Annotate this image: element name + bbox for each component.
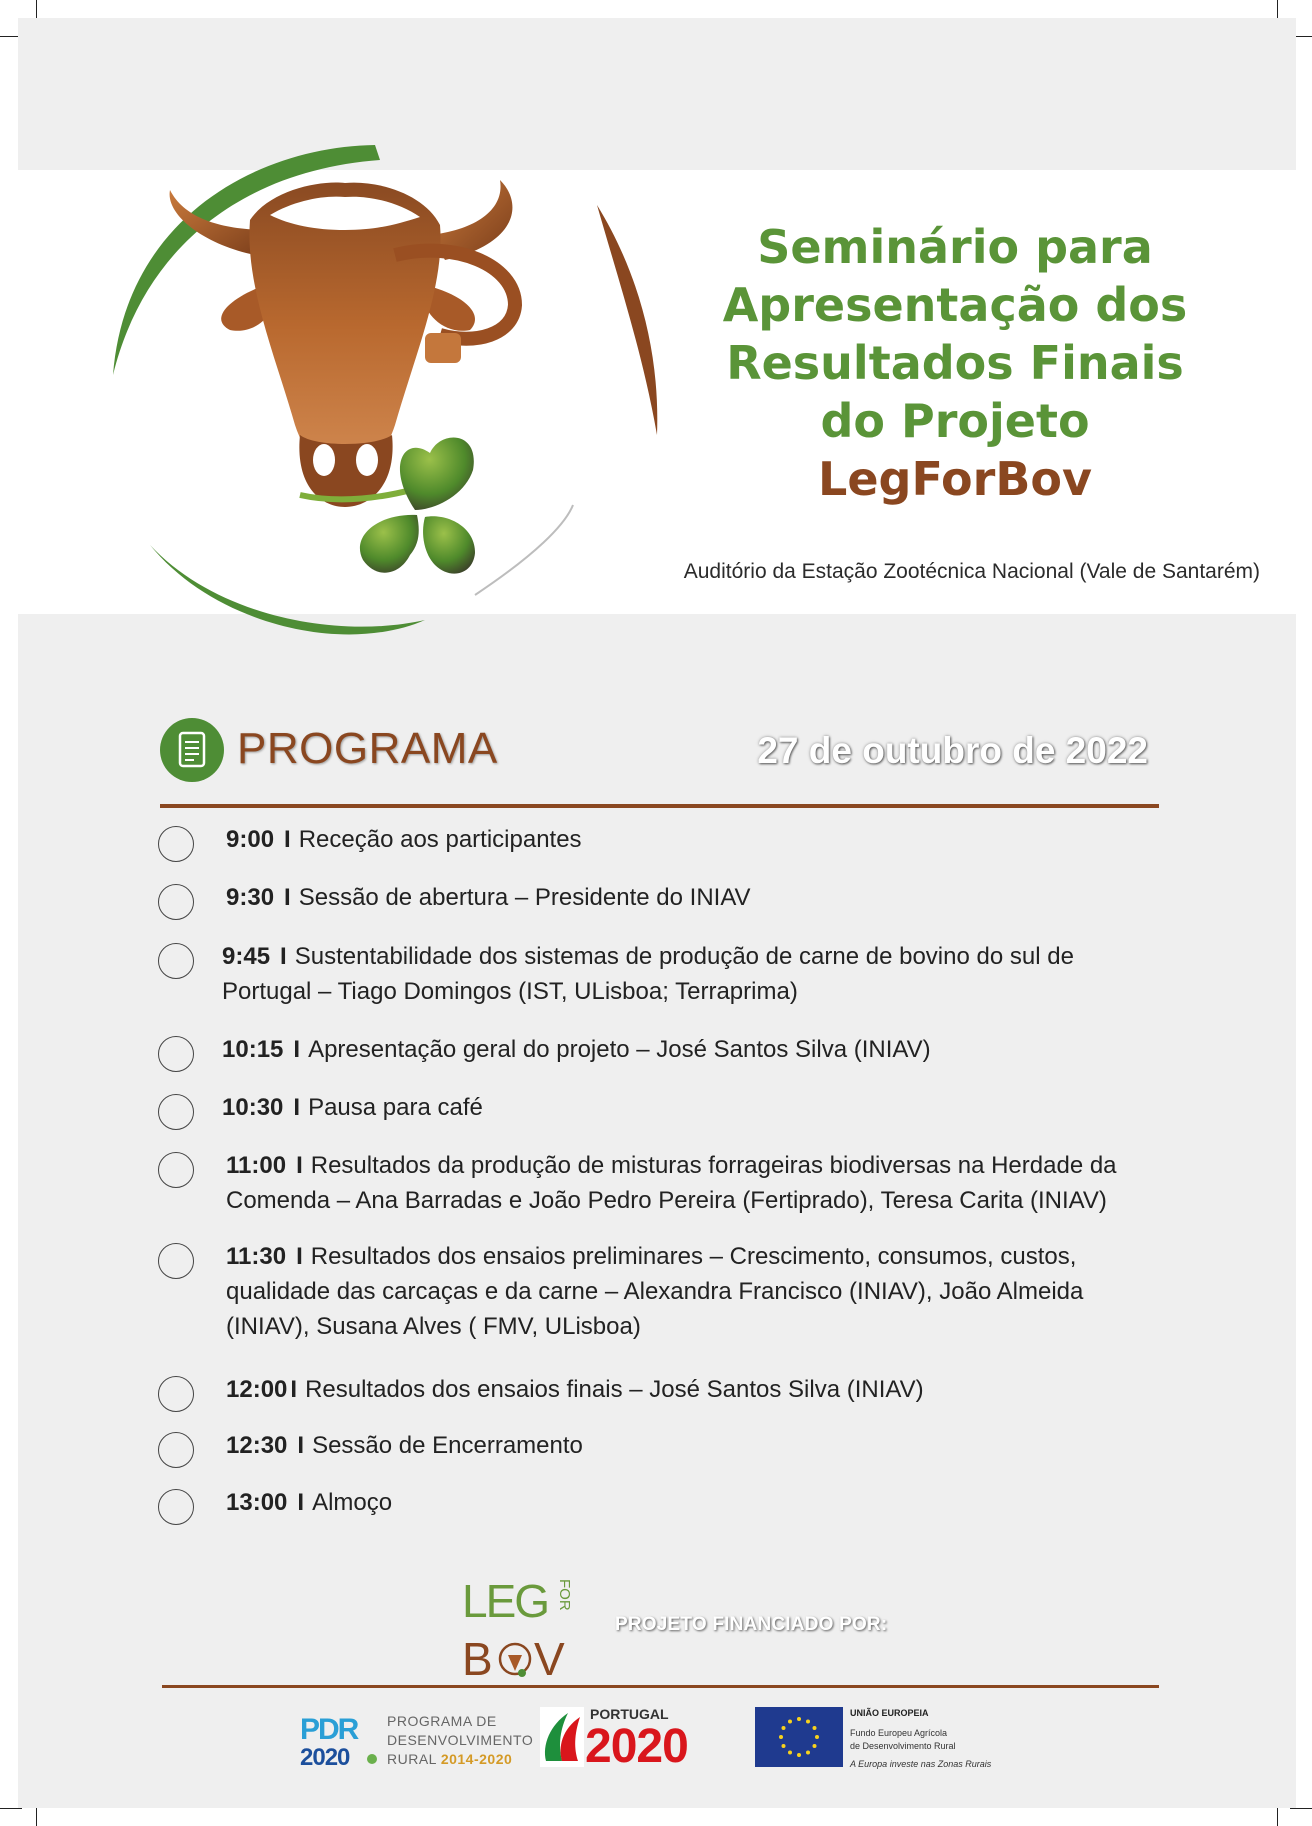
bullet-circle-icon <box>158 1036 194 1072</box>
footer-divider <box>162 1685 1159 1688</box>
event-title <box>690 218 1220 508</box>
pdr-year-mark: 2020 <box>300 1744 350 1769</box>
circle-arc-brown <box>597 205 657 435</box>
agenda-time: 10:30 <box>222 1094 284 1121</box>
agenda-description: Resultados dos ensaios finais – José Santos Silva (INIAV) <box>305 1376 924 1403</box>
sponsor-logos <box>300 1705 1000 1795</box>
agenda-time: 11:30 <box>226 1243 287 1270</box>
agenda-time: 10:15 <box>222 1036 284 1063</box>
pdr-text <box>387 1712 533 1769</box>
agenda-time: 9:00 <box>226 826 275 853</box>
clover-leaf-top <box>400 437 474 510</box>
bullet-circle-icon <box>158 1152 194 1188</box>
agenda-description: Resultados dos ensaios preliminares – Crescimento, consumos, custos, qualidade das carcaças e da carne – Alexandra Francisco (INIAV), João Almeida (INIAV), Susana Alves ( FMV, ULisboa) <box>226 1243 1084 1340</box>
pdr-mark: PDR <box>300 1713 358 1746</box>
agenda-separator: I <box>296 1243 303 1270</box>
cow-bell <box>425 333 461 363</box>
agenda-time: 12:30 <box>226 1432 288 1459</box>
eu-tagline: A Europa investe nas Zonas Rurais <box>850 1759 992 1769</box>
eu-fund-name <box>850 1727 1000 1753</box>
clover-leaf-right <box>423 516 475 573</box>
agenda-time: 12:00 <box>226 1376 288 1403</box>
cow-clover-illustration <box>95 135 675 665</box>
pdr-line-3 <box>387 1750 533 1769</box>
crop-mark <box>1290 1808 1312 1809</box>
eu-title: UNIÃO EUROPEIA <box>850 1708 929 1718</box>
agenda-time: 9:45 <box>222 943 271 970</box>
portugal2020-year: 2020 <box>585 1720 688 1773</box>
pdr-line-2: DESENVOLVIMENTO <box>387 1732 534 1748</box>
logo-cow-face-detail <box>508 1655 522 1671</box>
project-name: LegForBov <box>818 452 1092 506</box>
agenda-separator: I <box>297 1432 305 1459</box>
title-line-1: Seminário para <box>757 220 1153 274</box>
title-line-2: Apresentação dos <box>722 278 1188 332</box>
bullet-circle-icon <box>158 884 194 920</box>
agenda-separator: I <box>296 1152 303 1179</box>
eu-flag-icon <box>755 1707 843 1767</box>
pdr-accent-dot <box>367 1754 377 1764</box>
bullet-circle-icon <box>158 826 194 862</box>
pdr-line-1: PROGRAMA DE <box>387 1713 497 1729</box>
agenda-description: Sustentabilidade dos sistemas de produção de carne de bovino do sul de Portugal – Tiago Domingos (IST, ULisboa; Terraprima) <box>222 943 1074 1005</box>
document-list-icon <box>160 718 224 782</box>
agenda-description: Resultados da produção de misturas forrageiras biodiversas na Herdade da Comenda – Ana Barradas e João Pedro Pereira (Fertiprado), Teresa Carita (INIAV) <box>226 1152 1117 1214</box>
logo-for-text: FOR <box>556 1579 573 1611</box>
logo-bov-b: B <box>462 1633 493 1679</box>
agenda-separator: I <box>293 1094 301 1121</box>
crop-mark <box>0 1808 22 1809</box>
agenda-separator: I <box>280 943 287 970</box>
bullet-circle-icon <box>158 1432 194 1468</box>
circle-arc-grey <box>475 505 573 595</box>
title-line-3: Resultados Finais <box>726 336 1184 390</box>
agenda-separator: I <box>297 1489 305 1516</box>
bullet-circle-icon <box>158 1376 194 1412</box>
bullet-circle-icon <box>158 1243 194 1279</box>
event-date: 27 de outubro de 2022 <box>757 730 1148 771</box>
agenda-description: Pausa para café <box>308 1094 483 1121</box>
portugal2020-label: PORTUGAL <box>590 1706 669 1722</box>
program-heading: PROGRAMA <box>237 724 498 773</box>
agenda-time: 9:30 <box>226 884 275 911</box>
agenda-separator: I <box>284 884 291 911</box>
bullet-circle-icon <box>158 1489 194 1525</box>
agenda-description: Receção aos participantes <box>298 826 582 853</box>
clover-leaf-left <box>360 515 419 573</box>
nostril-left <box>313 444 335 476</box>
portugal2020-flag-icon <box>540 1707 584 1767</box>
legforbov-logo <box>462 1575 582 1679</box>
agenda-description: Almoço <box>312 1489 393 1516</box>
venue: Auditório da Estação Zootécnica Nacional (Vale de Santarém) <box>683 560 1260 583</box>
logo-leg-text: LEG <box>462 1575 549 1627</box>
agenda-time: 11:00 <box>226 1152 287 1179</box>
pdr-line-3-prefix: RURAL <box>387 1751 441 1767</box>
title-line-4: do Projeto <box>820 394 1090 448</box>
bullet-circle-icon <box>158 943 194 979</box>
agenda-description: Sessão de Encerramento <box>312 1432 583 1459</box>
pdr-line-3-years: 2014-2020 <box>440 1751 513 1767</box>
program-divider <box>160 804 1159 808</box>
logo-bov-v: V <box>534 1633 565 1679</box>
agenda-separator: I <box>293 1036 301 1063</box>
eu-fund-line-1: Fundo Europeu Agrícola <box>850 1728 948 1738</box>
agenda-time: 13:00 <box>226 1489 288 1516</box>
agenda-separator: I <box>284 826 291 853</box>
logo-clover-icon <box>518 1669 526 1677</box>
nostril-right <box>356 444 378 476</box>
funding-label: PROJETO FINANCIADO POR: <box>615 1614 888 1635</box>
eu-fund-line-2: de Desenvolvimento Rural <box>850 1741 956 1751</box>
bullet-circle-icon <box>158 1094 194 1130</box>
agenda-description: Apresentação geral do projeto – José Santos Silva (INIAV) <box>308 1036 931 1063</box>
pdr2020-logo <box>300 1711 382 1769</box>
agenda-separator: I <box>290 1376 298 1403</box>
agenda-description: Sessão de abertura – Presidente do INIAV <box>298 884 751 911</box>
